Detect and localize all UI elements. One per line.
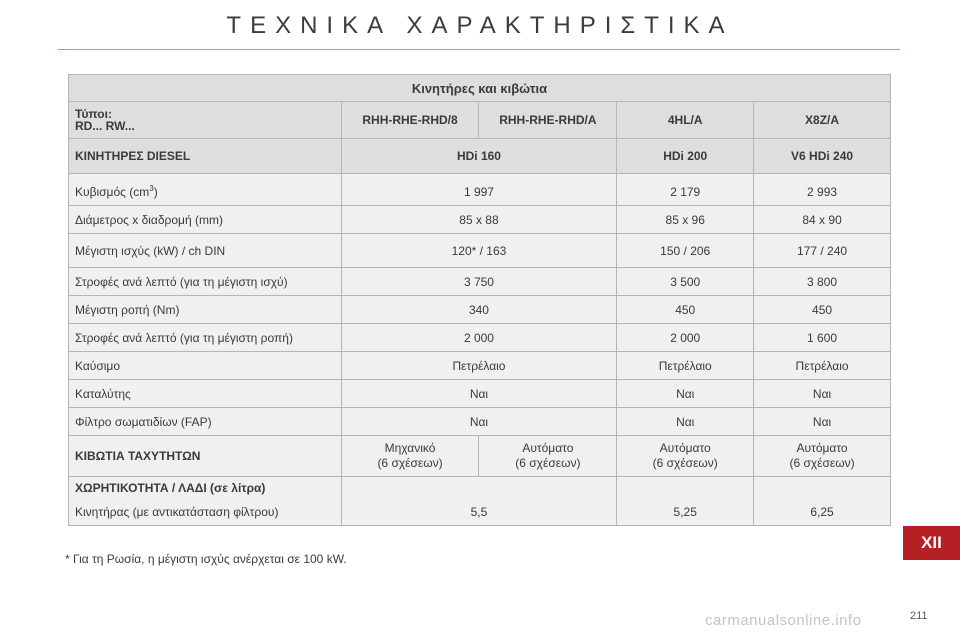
table-cell: Ναι: [754, 408, 891, 436]
table-caption: Κινητήρες και κιβώτια: [69, 75, 891, 102]
capacity-sublabel: Κινητήρας (με αντικατάσταση φίλτρου): [69, 499, 342, 526]
row-label: Κυβισμός $(cm^3)$: [69, 174, 342, 206]
watermark: carmanualsonline.info: [705, 612, 862, 629]
table-cell: 450: [754, 296, 891, 324]
row-label: Καύσιμο: [69, 352, 342, 380]
row-label: Στροφές ανά λεπτό (για τη μέγιστη ισχύ): [69, 268, 342, 296]
table-cell: 3 800: [754, 268, 891, 296]
gearbox-cell: Αυτόματο (6 σχέσεων): [617, 436, 754, 477]
table-cell: 3 750: [341, 268, 617, 296]
engine-header: V6 HDi 240: [754, 139, 891, 174]
engine-header: HDi 160: [341, 139, 617, 174]
row-label: Στροφές ανά λεπτό (για τη μέγιστη ροπή): [69, 324, 342, 352]
types-label: [69, 102, 342, 139]
row-label: Καταλύτης: [69, 380, 342, 408]
table-cell: 177 / 240: [754, 234, 891, 268]
capacity-row: [69, 499, 891, 526]
gearbox-cell: Αυτόματο (6 σχέσεων): [479, 436, 617, 477]
table-cell: 2 993: [754, 174, 891, 206]
table-cell: 2 179: [617, 174, 754, 206]
chapter-tab: XII: [903, 526, 960, 560]
engine-row: [69, 139, 891, 174]
capacity-header-row: [69, 477, 891, 500]
gearbox-row: [69, 436, 891, 477]
model-header: RHH-RHE-RHD/8: [341, 102, 479, 139]
gearbox-cell: Μηχανικό (6 σχέσεων): [341, 436, 479, 477]
table-cell: 2 000: [341, 324, 617, 352]
superscript: 3: [149, 184, 154, 193]
table-cell: Πετρέλαιο: [617, 352, 754, 380]
table-row: [69, 268, 891, 296]
gearbox-label: ΚΙΒΩΤΙΑ ΤΑΧΥΤΗΤΩΝ: [69, 436, 342, 477]
table-row: [69, 324, 891, 352]
table-cell: Πετρέλαιο: [754, 352, 891, 380]
table-cell: 120* / 163: [341, 234, 617, 268]
types-label-line2: RD... RW...: [75, 119, 135, 133]
table-cell: 5,5: [341, 499, 617, 526]
table-cell: Πετρέλαιο: [341, 352, 617, 380]
table-cell: 1 600: [754, 324, 891, 352]
table-cell: 5,25: [617, 499, 754, 526]
table-cell: 3 500: [617, 268, 754, 296]
row-label: Μέγιστη ροπή (Nm): [69, 296, 342, 324]
page-title: ΤΕΧΝΙΚΑ ΧΑΡΑΚΤΗΡΙΣΤΙΚΑ: [226, 12, 734, 39]
types-label-line1: Τύποι:: [75, 107, 112, 121]
table-row: [69, 352, 891, 380]
table-cell: Ναι: [754, 380, 891, 408]
table-cell: 84 x 90: [754, 206, 891, 234]
footnote: * Για τη Ρωσία, η μέγιστη ισχύς ανέρχεται σε 100 kW.: [65, 552, 347, 566]
table-cell: 6,25: [754, 499, 891, 526]
page-number: 211: [910, 610, 928, 622]
table-cell: Ναι: [617, 408, 754, 436]
gearbox-cell: Αυτόματο (6 σχέσεων): [754, 436, 891, 477]
model-header: RHH-RHE-RHD/A: [479, 102, 617, 139]
table-row: [69, 234, 891, 268]
table-cell: 150 / 206: [617, 234, 754, 268]
table-row: [69, 206, 891, 234]
engine-header: HDi 200: [617, 139, 754, 174]
model-header: X8Z/A: [754, 102, 891, 139]
table-row: [69, 296, 891, 324]
table-cell: 2 000: [617, 324, 754, 352]
types-row: [69, 102, 891, 139]
row-label: Μέγιστη ισχύς (kW) / ch DIN: [69, 234, 342, 268]
table-cell: Ναι: [341, 408, 617, 436]
title-divider: [58, 49, 900, 50]
table-cell: 85 x 88: [341, 206, 617, 234]
row-label: Διάμετρος x διαδρομή (mm): [69, 206, 342, 234]
table-caption-row: [69, 75, 891, 102]
table-cell: 85 x 96: [617, 206, 754, 234]
table-row: [69, 380, 891, 408]
row-label: Φίλτρο σωματιδίων (FAP): [69, 408, 342, 436]
table-cell: 1 997: [341, 174, 617, 206]
table-row: [69, 408, 891, 436]
table-cell: Ναι: [341, 380, 617, 408]
table-cell: 340: [341, 296, 617, 324]
engine-section-label: ΚΙΝΗΤΗΡΕΣ DIESEL: [69, 139, 342, 174]
capacity-label: ΧΩΡΗΤΙΚΟΤΗΤΑ / ΛΑΔΙ (σε λίτρα): [69, 477, 342, 500]
table-row: [69, 174, 891, 206]
table-cell: 450: [617, 296, 754, 324]
model-header: 4HL/A: [617, 102, 754, 139]
table-cell: Ναι: [617, 380, 754, 408]
engines-gearboxes-table: [68, 74, 891, 526]
